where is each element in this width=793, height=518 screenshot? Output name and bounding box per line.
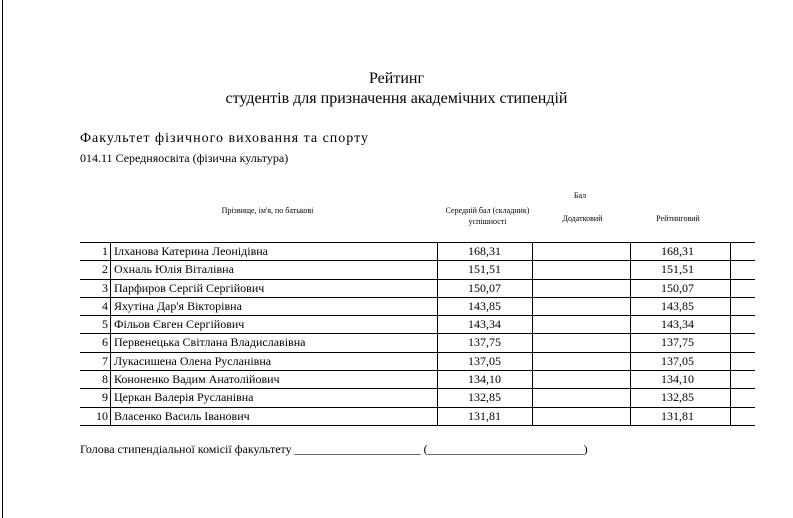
column-separator — [437, 280, 438, 297]
table-row — [80, 371, 755, 389]
row-number: 6 — [102, 335, 108, 350]
average-score: 137,05 — [468, 353, 501, 368]
average-score: 134,10 — [468, 372, 501, 387]
rating-score: 150,07 — [661, 280, 694, 295]
column-separator — [532, 298, 533, 315]
student-name: Лукасишена Олена Русланівна — [114, 353, 272, 368]
table-row — [80, 261, 755, 279]
rating-score: 137,05 — [661, 353, 694, 368]
table-row — [80, 242, 755, 261]
column-separator — [630, 408, 631, 425]
average-score: 168,31 — [468, 244, 501, 258]
student-name: Яхутіна Дар'я Вікторівна — [114, 298, 242, 313]
average-score: 132,85 — [468, 390, 501, 405]
column-separator — [110, 298, 111, 315]
column-separator — [437, 353, 438, 370]
rating-score: 168,31 — [661, 244, 694, 258]
row-number: 3 — [102, 280, 108, 295]
faculty-name: Факультет фізичного виховання та спорту — [80, 131, 370, 146]
column-separator — [532, 353, 533, 370]
column-separator — [630, 389, 631, 406]
student-name: Церкан Валерія Русланівна — [114, 390, 254, 405]
average-score: 150,07 — [468, 280, 501, 295]
column-separator — [730, 408, 731, 425]
row-number: 9 — [102, 390, 108, 405]
column-separator — [730, 353, 731, 370]
average-score: 143,85 — [468, 298, 501, 313]
table-row — [80, 389, 755, 407]
column-separator — [437, 371, 438, 388]
column-separator — [437, 316, 438, 333]
document-title: Рейтинг — [368, 70, 425, 87]
row-number: 1 — [102, 244, 108, 258]
header-rating: Рейтинговий — [656, 214, 700, 223]
column-separator — [630, 371, 631, 388]
row-number: 7 — [102, 353, 108, 368]
column-separator — [630, 243, 631, 260]
column-separator — [730, 389, 731, 406]
table-row — [80, 353, 755, 371]
column-separator — [110, 280, 111, 297]
column-separator — [630, 316, 631, 333]
column-separator — [532, 280, 533, 297]
column-separator — [437, 389, 438, 406]
column-separator — [532, 371, 533, 388]
header-name: Прізвище, ім'я, по батькові — [221, 206, 314, 215]
column-separator — [630, 298, 631, 315]
column-separator — [110, 316, 111, 333]
rating-score: 132,85 — [661, 390, 694, 405]
average-score: 143,34 — [468, 317, 501, 332]
column-separator — [110, 408, 111, 425]
student-name: Кононенко Вадим Анатолійович — [114, 372, 280, 387]
column-separator — [532, 261, 533, 278]
rating-table — [80, 242, 755, 426]
column-separator — [730, 334, 731, 351]
commission-signature-line: Голова стипендіальної комісії факультету _____________________ (__________________________) — [80, 442, 588, 456]
student-name: Парфиров Сергій Сергійович — [114, 280, 265, 295]
column-separator — [110, 389, 111, 406]
row-number: 2 — [102, 262, 108, 277]
student-name: Охналь Юлія Віталівна — [114, 262, 234, 277]
average-score: 151,51 — [468, 262, 501, 277]
column-separator — [730, 261, 731, 278]
student-name: Фільов Євген Сергійович — [114, 317, 245, 332]
column-separator — [110, 353, 111, 370]
table-row — [80, 280, 755, 298]
student-name: Первенецька Світлана Владиславівна — [114, 335, 306, 350]
column-separator — [437, 243, 438, 260]
column-separator — [630, 280, 631, 297]
header-bal: Бал — [573, 191, 587, 200]
rating-score: 137,75 — [661, 335, 694, 350]
header-average: Середній бал (складник) успішності — [445, 206, 530, 226]
column-separator — [630, 261, 631, 278]
rating-score: 151,51 — [661, 262, 694, 277]
column-separator — [730, 298, 731, 315]
row-number: 8 — [102, 372, 108, 387]
column-separator — [532, 389, 533, 406]
column-separator — [437, 261, 438, 278]
column-separator — [437, 334, 438, 351]
column-separator — [630, 334, 631, 351]
average-score: 137,75 — [468, 335, 501, 350]
column-separator — [532, 408, 533, 425]
rating-score: 131,81 — [661, 408, 694, 423]
column-separator — [110, 261, 111, 278]
average-score: 131,81 — [468, 408, 501, 423]
document-subtitle: студентів для призначення академічних стипендій — [225, 90, 568, 107]
row-number: 4 — [102, 298, 108, 313]
table-row — [80, 334, 755, 352]
rating-score: 134,10 — [661, 372, 694, 387]
student-name: Власенко Василь Іванович — [114, 408, 250, 423]
column-separator — [110, 371, 111, 388]
column-separator — [730, 280, 731, 297]
table-row — [80, 316, 755, 334]
rating-score: 143,85 — [661, 298, 694, 313]
rating-score: 143,34 — [661, 317, 694, 332]
table-row — [80, 408, 755, 426]
column-separator — [437, 408, 438, 425]
column-separator — [437, 298, 438, 315]
student-name: Ілханова Катерина Леонідівна — [114, 244, 269, 258]
row-number: 5 — [102, 317, 108, 332]
column-separator — [532, 316, 533, 333]
column-separator — [110, 334, 111, 351]
column-separator — [730, 316, 731, 333]
column-separator — [730, 243, 731, 260]
column-separator — [532, 243, 533, 260]
column-separator — [630, 353, 631, 370]
column-separator — [110, 243, 111, 260]
column-separator — [730, 371, 731, 388]
column-separator — [532, 334, 533, 351]
header-additional: Додатковий — [562, 214, 603, 223]
table-row — [80, 298, 755, 316]
row-number: 10 — [96, 408, 108, 423]
specialty-name: 014.11 Середняосвіта (фізична культура) — [80, 151, 289, 165]
